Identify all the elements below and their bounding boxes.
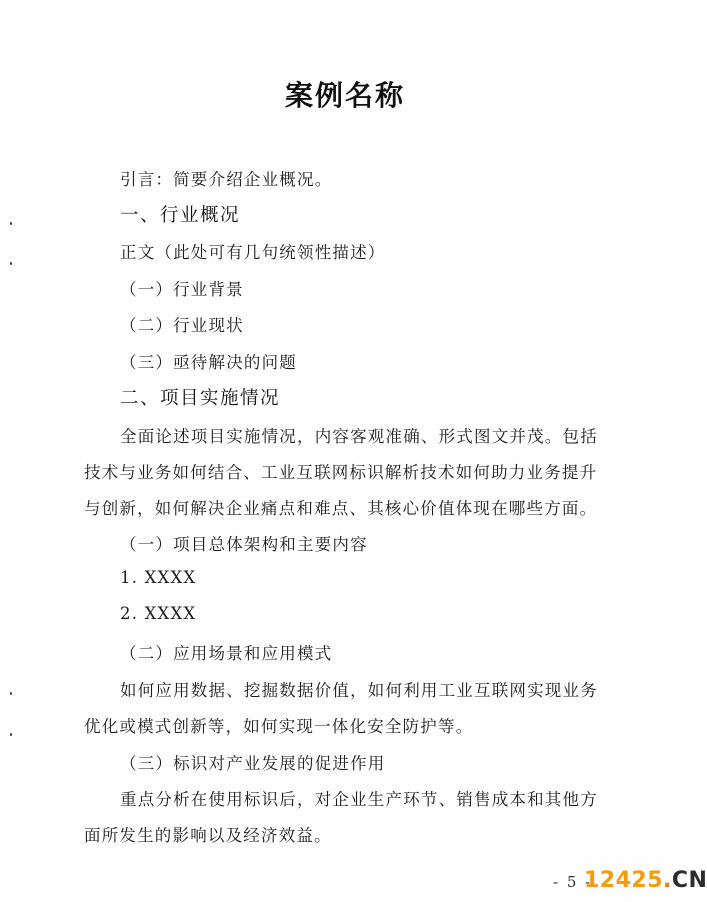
watermark-number: 12425 [584, 868, 664, 893]
paragraph-line: 全面论述项目实施情况，内容客观准确、形式图文并茂。包括 [120, 427, 598, 446]
list-item: 1. XXXX [120, 568, 197, 587]
subheading-industry-background: （一）行业背景 [120, 280, 244, 299]
subheading-urgent-problems: （三）亟待解决的问题 [120, 353, 297, 372]
scan-mark [10, 692, 12, 695]
intro-text: 引言：简要介绍企业概况。 [120, 170, 333, 189]
watermark-suffix: CN [671, 868, 707, 893]
paragraph-line: 如何应用数据、挖掘数据价值，如何利用工业互联网实现业务 [120, 681, 598, 700]
scan-mark [10, 222, 12, 225]
subheading-scenarios: （二）应用场景和应用模式 [120, 644, 333, 663]
subheading-industry-promotion: （三）标识对产业发展的促进作用 [120, 754, 386, 773]
scan-mark [10, 733, 12, 736]
paragraph-line: 与创新，如何解决企业痛点和难点、其核心价值体现在哪些方面。 [84, 499, 598, 518]
section-heading-industry: 一、行业概况 [120, 205, 241, 226]
paragraph-line: 技术与业务如何结合、工业互联网标识解析技术如何助力业务提升 [84, 463, 598, 482]
list-item: 2. XXXX [120, 604, 197, 623]
document-title: 案例名称 [284, 79, 405, 112]
section-heading-implementation: 二、项目实施情况 [120, 388, 281, 409]
watermark-logo [584, 868, 707, 893]
watermark-dot: . [663, 868, 672, 893]
subheading-industry-status: （二）行业现状 [120, 316, 244, 335]
page-number: - 5 - [553, 873, 593, 891]
section-body-text: 正文（此处可有几句统领性描述） [120, 243, 386, 262]
subheading-architecture: （一）项目总体架构和主要内容 [120, 535, 368, 554]
scan-mark [10, 262, 12, 265]
paragraph-line: 面所发生的影响以及经济效益。 [84, 826, 332, 845]
paragraph-line: 重点分析在使用标识后，对企业生产环节、销售成本和其他方 [120, 790, 598, 809]
paragraph-line: 优化或模式创新等，如何实现一体化安全防护等。 [84, 717, 474, 736]
